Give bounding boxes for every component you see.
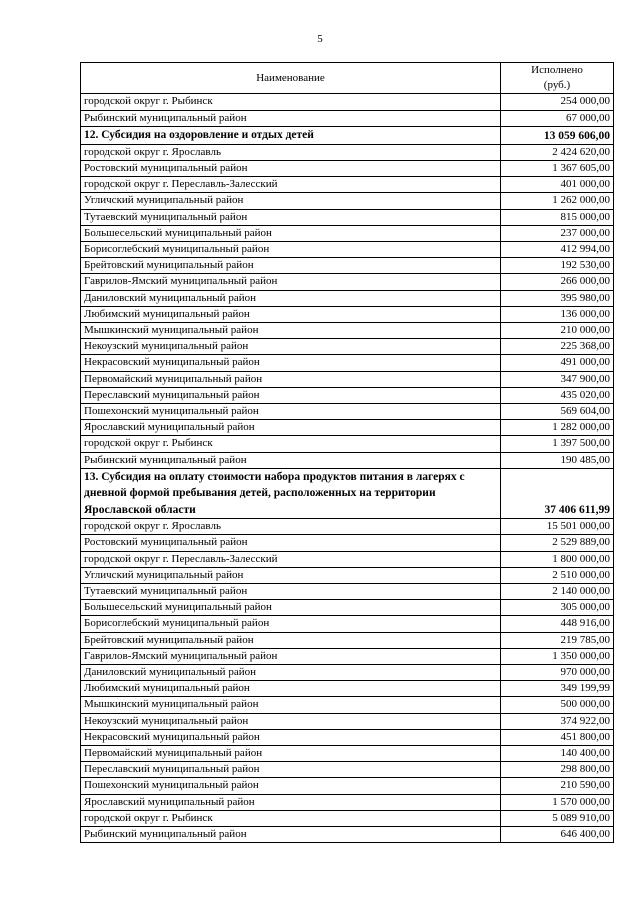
- column-header-name: Наименование: [81, 63, 501, 94]
- table-row: [81, 274, 614, 290]
- row-name: Борисоглебский муниципальный район: [81, 242, 501, 258]
- row-value: 448 916,00: [501, 616, 614, 632]
- row-value: 254 000,00: [501, 94, 614, 110]
- table-row: [81, 551, 614, 567]
- row-name: Некрасовский муниципальный район: [81, 729, 501, 745]
- row-value: 2 510 000,00: [501, 567, 614, 583]
- table-row: [81, 209, 614, 225]
- table-row: [81, 355, 614, 371]
- table-row: [81, 94, 614, 110]
- row-value: 646 400,00: [501, 826, 614, 842]
- row-value: 2 424 620,00: [501, 144, 614, 160]
- row-value: 5 089 910,00: [501, 810, 614, 826]
- row-value: 374 922,00: [501, 713, 614, 729]
- table-row: [81, 420, 614, 436]
- table-row: [81, 242, 614, 258]
- section-13: [81, 468, 614, 518]
- table-row: [81, 681, 614, 697]
- row-name: Брейтовский муниципальный район: [81, 258, 501, 274]
- table-row: [81, 193, 614, 209]
- table-row: [81, 600, 614, 616]
- row-name: Ростовский муниципальный район: [81, 161, 501, 177]
- row-value: 1 367 605,00: [501, 161, 614, 177]
- table-row: [81, 452, 614, 468]
- row-name: Гаврилов-Ямский муниципальный район: [81, 274, 501, 290]
- table-row: [81, 436, 614, 452]
- page-number: 5: [317, 33, 323, 45]
- table-row: [81, 583, 614, 599]
- row-name: Переславский муниципальный район: [81, 387, 501, 403]
- row-name: городской округ г. Рыбинск: [81, 94, 501, 110]
- row-name: Любимский муниципальный район: [81, 306, 501, 322]
- row-name: городской округ г. Ярославль: [81, 519, 501, 535]
- row-name: Даниловский муниципальный район: [81, 664, 501, 680]
- row-value: 298 800,00: [501, 762, 614, 778]
- top-rows: [81, 94, 614, 126]
- row-name: Угличский муниципальный район: [81, 193, 501, 209]
- section-13-header-row: [81, 468, 614, 518]
- report-table: [80, 62, 614, 843]
- table-row: [81, 387, 614, 403]
- row-name: Первомайский муниципальный район: [81, 745, 501, 761]
- row-name: Ярославский муниципальный район: [81, 794, 501, 810]
- row-name: Некоузский муниципальный район: [81, 339, 501, 355]
- row-value: 219 785,00: [501, 632, 614, 648]
- table-row: [81, 697, 614, 713]
- table-row: [81, 535, 614, 551]
- table-row: [81, 519, 614, 535]
- row-value: 1 800 000,00: [501, 551, 614, 567]
- row-value: 2 529 889,00: [501, 535, 614, 551]
- table-row: [81, 258, 614, 274]
- row-value: 140 400,00: [501, 745, 614, 761]
- section-12: [81, 126, 614, 144]
- table-row: [81, 810, 614, 826]
- row-value: 237 000,00: [501, 225, 614, 241]
- row-name: Любимский муниципальный район: [81, 681, 501, 697]
- column-header-value: [501, 63, 614, 94]
- section-13-title: 13. Субсидия на оплату стоимости набора продуктов питания в лагерях с дневной формой пребывания детей, расположенных на территории Ярославской области: [81, 468, 501, 518]
- table-row: [81, 826, 614, 842]
- section-13-rows: [81, 519, 614, 843]
- row-value: 815 000,00: [501, 209, 614, 225]
- table-row: [81, 794, 614, 810]
- row-value: 451 800,00: [501, 729, 614, 745]
- row-name: Даниловский муниципальный район: [81, 290, 501, 306]
- row-name: Пошехонский муниципальный район: [81, 778, 501, 794]
- row-value: 347 900,00: [501, 371, 614, 387]
- section-13-total: 37 406 611,99: [501, 468, 614, 518]
- table-row: [81, 144, 614, 160]
- row-value: 491 000,00: [501, 355, 614, 371]
- row-name: Большесельский муниципальный район: [81, 225, 501, 241]
- row-name: Брейтовский муниципальный район: [81, 632, 501, 648]
- row-name: Борисоглебский муниципальный район: [81, 616, 501, 632]
- section-12-rows: [81, 144, 614, 468]
- row-name: Мышкинский муниципальный район: [81, 697, 501, 713]
- row-value: 569 604,00: [501, 404, 614, 420]
- table-row: [81, 762, 614, 778]
- row-name: Тутаевский муниципальный район: [81, 209, 501, 225]
- row-value: 1 350 000,00: [501, 648, 614, 664]
- table-row: [81, 339, 614, 355]
- table-row: [81, 323, 614, 339]
- section-12-header-row: [81, 126, 614, 144]
- row-value: 305 000,00: [501, 600, 614, 616]
- row-name: Рыбинский муниципальный район: [81, 826, 501, 842]
- column-header-value-line2: (руб.): [543, 79, 571, 92]
- row-name: Угличский муниципальный район: [81, 567, 501, 583]
- table-row: [81, 745, 614, 761]
- row-value: 210 000,00: [501, 323, 614, 339]
- row-value: 192 530,00: [501, 258, 614, 274]
- table-row: [81, 664, 614, 680]
- row-name: Пошехонский муниципальный район: [81, 404, 501, 420]
- row-name: Первомайский муниципальный район: [81, 371, 501, 387]
- row-name: городской округ г. Переславль-Залесский: [81, 177, 501, 193]
- table-row: [81, 648, 614, 664]
- row-name: Мышкинский муниципальный район: [81, 323, 501, 339]
- row-value: 412 994,00: [501, 242, 614, 258]
- table-row: [81, 567, 614, 583]
- row-name: городской округ г. Переславль-Залесский: [81, 551, 501, 567]
- row-value: 1 262 000,00: [501, 193, 614, 209]
- table-row: [81, 225, 614, 241]
- row-name: Ростовский муниципальный район: [81, 535, 501, 551]
- row-name: Рыбинский муниципальный район: [81, 110, 501, 126]
- table-row: [81, 713, 614, 729]
- row-value: 970 000,00: [501, 664, 614, 680]
- row-value: 349 199,99: [501, 681, 614, 697]
- table-row: [81, 177, 614, 193]
- row-name: Тутаевский муниципальный район: [81, 583, 501, 599]
- row-value: 435 020,00: [501, 387, 614, 403]
- table-row: [81, 404, 614, 420]
- column-header-value-line1: Исполнено: [531, 64, 583, 76]
- row-name: Некоузский муниципальный район: [81, 713, 501, 729]
- row-name: городской округ г. Ярославль: [81, 144, 501, 160]
- table-header-row: [81, 63, 614, 94]
- row-value: 2 140 000,00: [501, 583, 614, 599]
- row-value: 190 485,00: [501, 452, 614, 468]
- table-row: [81, 290, 614, 306]
- row-name: городской округ г. Рыбинск: [81, 436, 501, 452]
- row-name: городской округ г. Рыбинск: [81, 810, 501, 826]
- row-name: Гаврилов-Ямский муниципальный район: [81, 648, 501, 664]
- row-value: 1 397 500,00: [501, 436, 614, 452]
- row-value: 136 000,00: [501, 306, 614, 322]
- row-value: 1 570 000,00: [501, 794, 614, 810]
- row-value: 401 000,00: [501, 177, 614, 193]
- row-value: 225 368,00: [501, 339, 614, 355]
- row-name: Большесельский муниципальный район: [81, 600, 501, 616]
- table-row: [81, 306, 614, 322]
- table-row: [81, 632, 614, 648]
- row-name: Ярославский муниципальный район: [81, 420, 501, 436]
- row-value: 67 000,00: [501, 110, 614, 126]
- row-value: 500 000,00: [501, 697, 614, 713]
- table-row: [81, 371, 614, 387]
- row-value: 15 501 000,00: [501, 519, 614, 535]
- row-value: 210 590,00: [501, 778, 614, 794]
- row-value: 266 000,00: [501, 274, 614, 290]
- row-value: 1 282 000,00: [501, 420, 614, 436]
- row-name: Рыбинский муниципальный район: [81, 452, 501, 468]
- table-row: [81, 729, 614, 745]
- table-row: [81, 110, 614, 126]
- table-row: [81, 616, 614, 632]
- section-12-title: 12. Субсидия на оздоровление и отдых детей: [81, 126, 501, 144]
- table-row: [81, 161, 614, 177]
- row-name: Переславский муниципальный район: [81, 762, 501, 778]
- row-value: 395 980,00: [501, 290, 614, 306]
- row-name: Некрасовский муниципальный район: [81, 355, 501, 371]
- table-row: [81, 778, 614, 794]
- section-12-total: 13 059 606,00: [501, 126, 614, 144]
